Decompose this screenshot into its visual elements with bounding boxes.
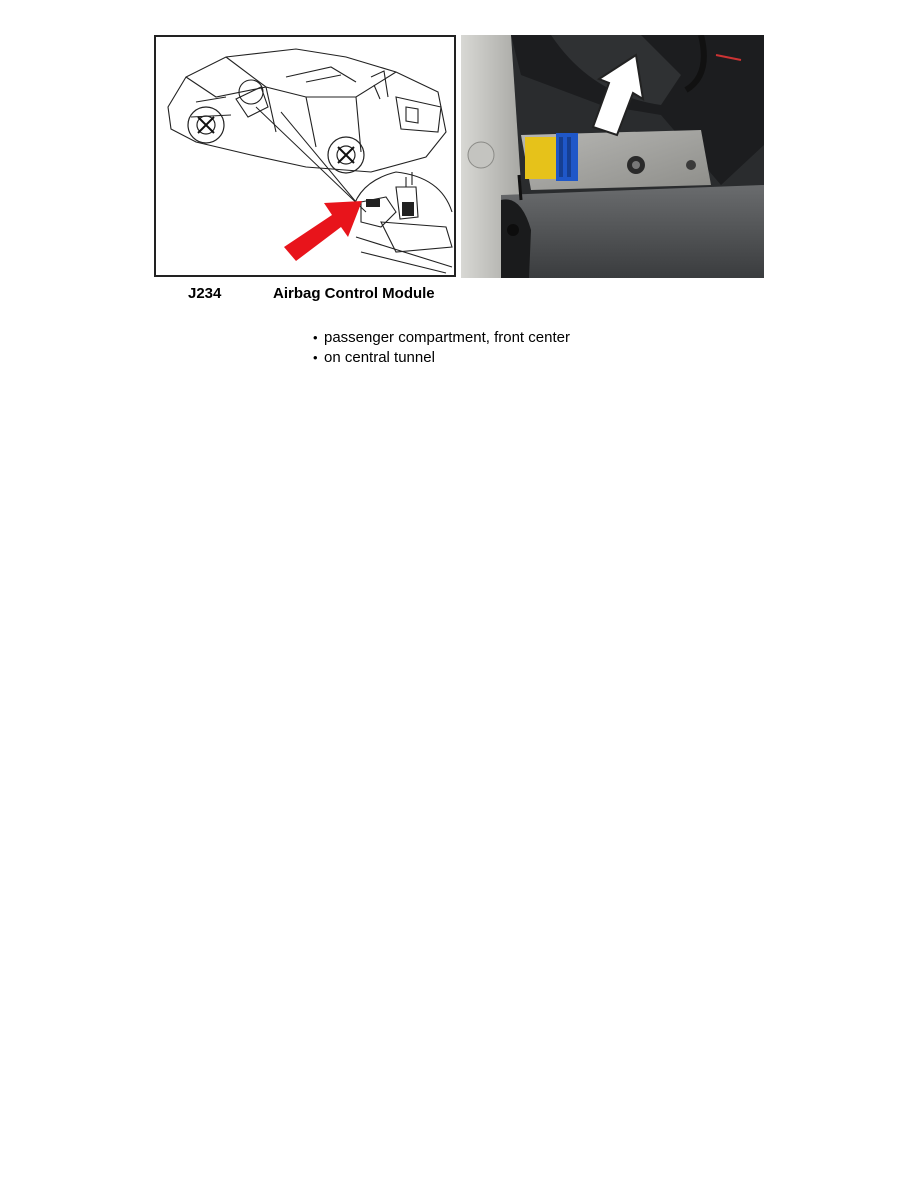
module-photo — [461, 35, 764, 278]
component-name: Airbag Control Module — [273, 285, 435, 302]
location-text: on central tunnel — [324, 349, 435, 366]
list-item — [313, 348, 570, 368]
bullet-icon: • — [313, 330, 318, 345]
bullet-icon: • — [313, 350, 318, 365]
vehicle-location-diagram — [154, 35, 456, 277]
location-text: passenger compartment, front center — [324, 329, 570, 346]
list-item — [313, 328, 570, 348]
red-locator-arrow — [284, 201, 362, 261]
location-list — [313, 328, 570, 368]
component-code: J234 — [188, 285, 222, 302]
